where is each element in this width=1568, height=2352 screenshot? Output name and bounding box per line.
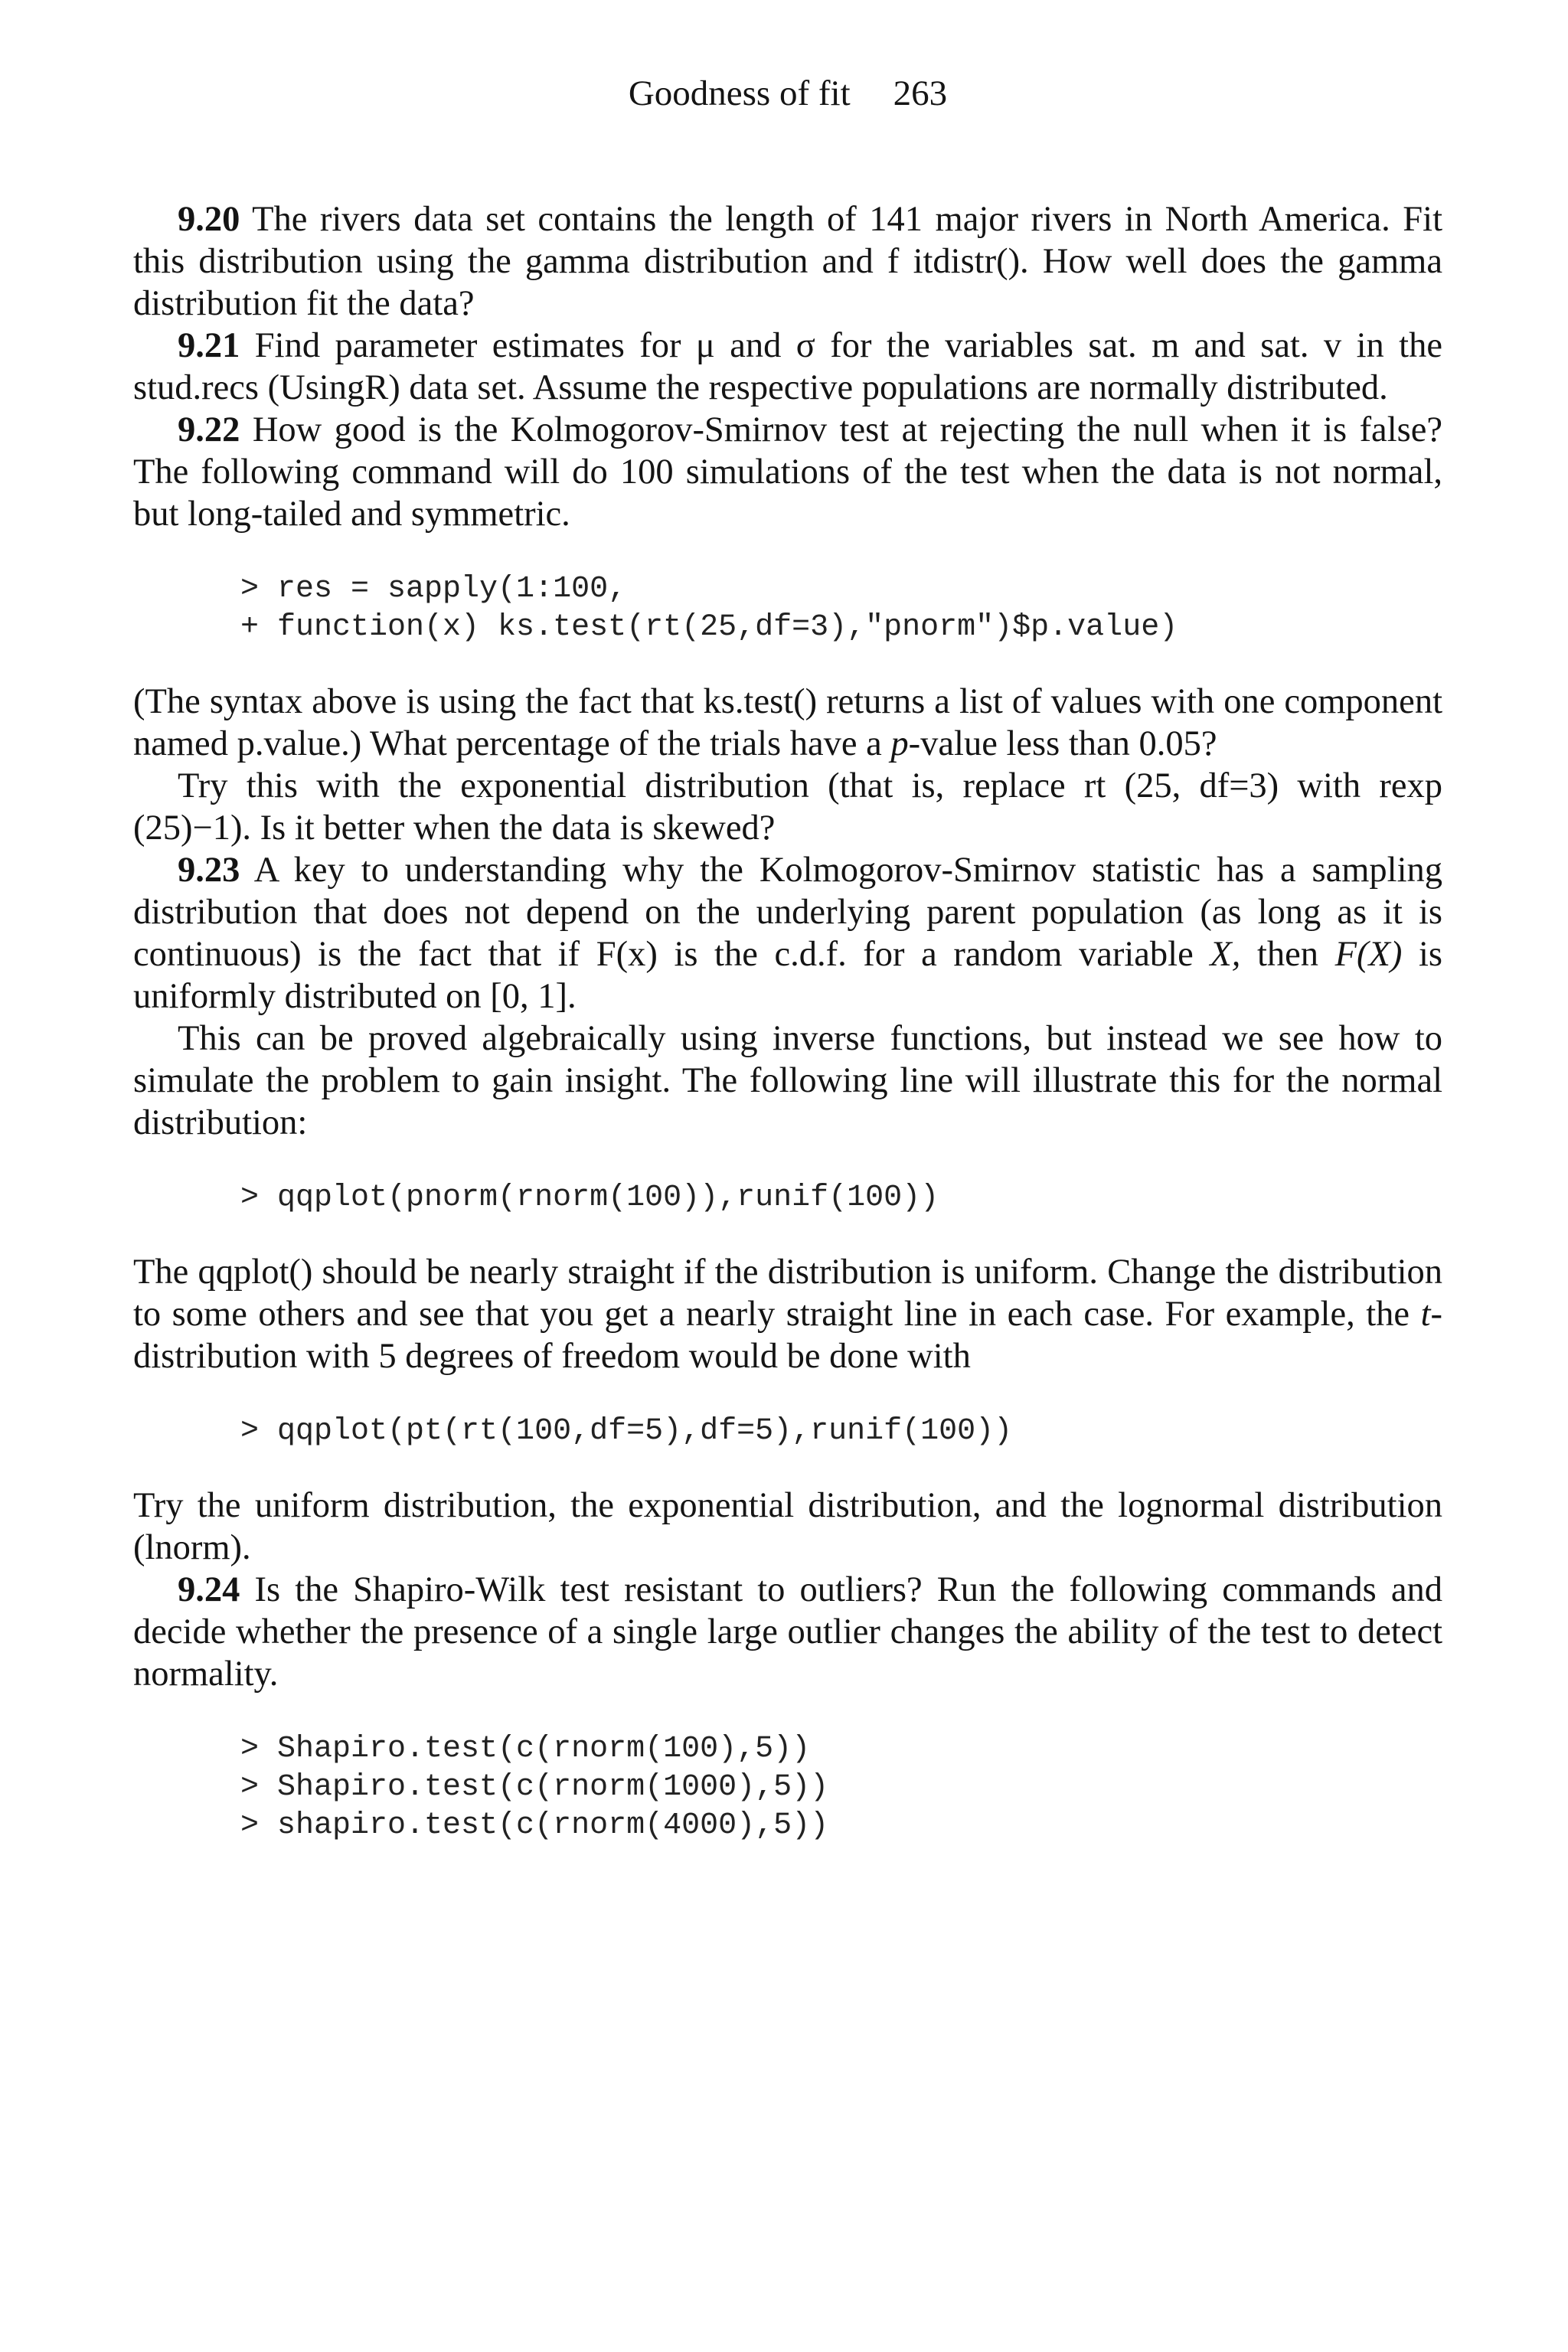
exercise-9-24 bbox=[133, 1569, 1442, 1695]
exercise-9-22 bbox=[133, 409, 1442, 535]
code-block-qqplot-t: > qqplot(pt(rt(100,df=5),df=5),runif(100)) bbox=[240, 1414, 1013, 1449]
exercise-9-20 bbox=[133, 198, 1442, 325]
italic-x: X, bbox=[1210, 935, 1241, 974]
code-block-ks-test: > res = sapply(1:100, + function(x) ks.test(rt(25,df=3),"pnorm")$p.value) bbox=[240, 572, 1178, 645]
running-header bbox=[133, 72, 1442, 115]
paragraph-try-uniform: Try the uniform distribution, the exponential distribution, and the lognormal distribution (lnorm). bbox=[133, 1486, 1442, 1567]
exercise-text: How good is the Kolmogorov-Smirnov test at rejecting the null when it is false? The following command will do 100 simulations of the test when the data is not normal, but long-tailed and symmetric. bbox=[133, 410, 1442, 534]
exercise-number: 9.24 bbox=[178, 1570, 240, 1609]
italic-fx: F(X) bbox=[1334, 935, 1403, 974]
exercise-9-23: 9.23 A key to understanding why the Kolmogorov-Smirnov statistic has a sampling distribution that does not depend on the underlying parent population (as long as it is continuous) is the fact that if F(x) is the c.d.f. for a random variable X, then F(X) is uniformly distributed on [0, 1]. bbox=[133, 851, 1443, 1016]
italic-t: t bbox=[1420, 1295, 1431, 1334]
exercise-text: Is the Shapiro-Wilk test resistant to outliers? Run the following commands and decide whether the presence of a single large outlier changes the ability of the test to detect normality. bbox=[133, 1570, 1443, 1694]
exercise-text: Find parameter estimates for μ and σ for the variables sat. m and sat. v in the stud.recs (UsingR) data set. Assume the respective populations are normally distributed. bbox=[133, 326, 1442, 407]
paragraph-try-exponential: Try this with the exponential distribution (that is, replace rt (25, df=3) with rexp (25)−1). Is it better when the data is skewed? bbox=[133, 766, 1442, 848]
paragraph-qqplot: The qqplot() should be nearly straight if the distribution is uniform. Change the distribution to some others and see that you get a nearly straight line in each case. For example, the t-distribution with 5 degrees of freedom would be done with bbox=[133, 1253, 1442, 1376]
code-block-qqplot-normal: > qqplot(pnorm(rnorm(100)),runif(100)) bbox=[240, 1181, 939, 1215]
paragraph-pvalue: (The syntax above is using the fact that ks.test() returns a list of values with one component named p.value.) What percentage of the trials have a p-value less than 0.05? bbox=[133, 682, 1442, 763]
exercise-number: 9.23 bbox=[178, 851, 240, 890]
paragraph-simulate: This can be proved algebraically using inverse functions, but instead we see how to simulate the problem to gain insight. The following line will illustrate this for the normal distribution: bbox=[133, 1019, 1442, 1142]
code-block-shapiro: > Shapiro.test(c(rnorm(100),5)) > Shapiro.test(c(rnorm(1000),5)) > shapiro.test(c(rnorm(4000),5)) bbox=[240, 1732, 829, 1843]
exercise-9-21 bbox=[133, 325, 1442, 409]
exercise-text: The rivers data set contains the length of 141 major rivers in North America. Fit this distribution using the gamma distribution and f itdistr(). How well does the gamma distribution fit the data? bbox=[133, 200, 1442, 323]
exercise-number: 9.22 bbox=[178, 410, 240, 449]
chapter-title: Goodness of fit bbox=[628, 74, 851, 113]
italic-p: p bbox=[890, 724, 909, 763]
page-body bbox=[133, 198, 1442, 1845]
exercise-number: 9.20 bbox=[178, 200, 240, 239]
exercise-number: 9.21 bbox=[178, 326, 240, 365]
page-number: 263 bbox=[893, 74, 948, 113]
